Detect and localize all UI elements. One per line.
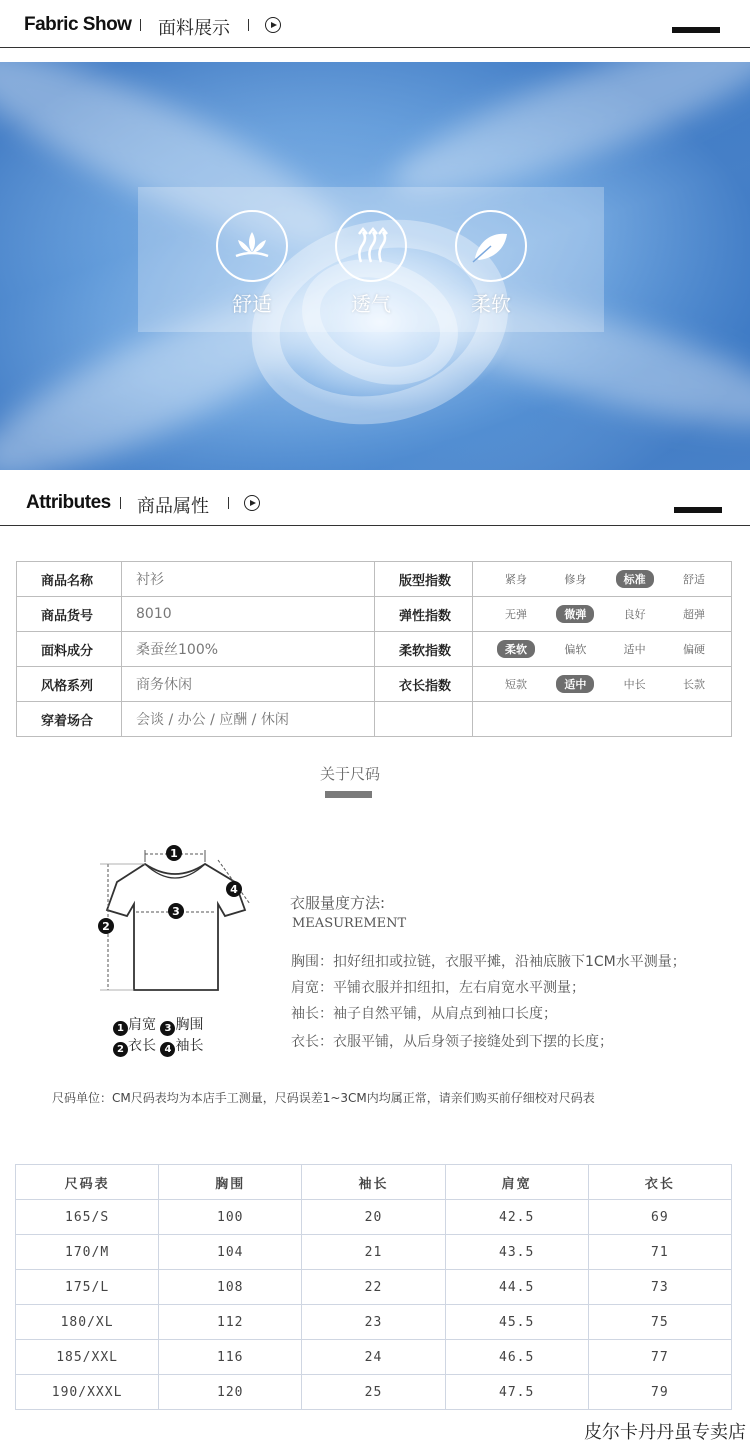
attribute-row bbox=[17, 702, 732, 737]
index-key: 版型指数 bbox=[375, 562, 473, 597]
legend-label: 袖长 bbox=[175, 1038, 204, 1054]
legend-number: 4 bbox=[160, 1042, 175, 1057]
attribute-value: 8010 bbox=[122, 597, 375, 632]
fabric-show-title-en: Fabric Show bbox=[24, 14, 132, 35]
fabric-show-header bbox=[0, 0, 750, 48]
feature-breathable bbox=[331, 210, 411, 317]
legend-label: 胸围 bbox=[175, 1017, 204, 1033]
scale-option: 适中 bbox=[623, 643, 646, 656]
feature-label: 舒适 bbox=[232, 292, 272, 316]
header-accent-bar bbox=[672, 27, 720, 33]
size-cell: 25 bbox=[302, 1375, 445, 1410]
size-cell: 165/S bbox=[16, 1200, 159, 1235]
attribute-key: 风格系列 bbox=[17, 667, 122, 702]
size-table-row bbox=[16, 1340, 732, 1375]
size-cell: 22 bbox=[302, 1270, 445, 1305]
fabric-image bbox=[0, 62, 750, 470]
size-cell: 71 bbox=[588, 1235, 731, 1270]
attribute-row bbox=[17, 562, 732, 597]
size-cell: 73 bbox=[588, 1270, 731, 1305]
size-cell: 47.5 bbox=[445, 1375, 588, 1410]
size-cell: 108 bbox=[159, 1270, 302, 1305]
index-key: 弹性指数 bbox=[375, 597, 473, 632]
size-cell: 44.5 bbox=[445, 1270, 588, 1305]
attribute-key: 商品货号 bbox=[17, 597, 122, 632]
size-cell: 45.5 bbox=[445, 1305, 588, 1340]
size-header-cell: 袖长 bbox=[302, 1165, 445, 1200]
tshirt-measurement-diagram bbox=[90, 840, 260, 1000]
header-accent-bar bbox=[674, 507, 722, 513]
size-cell: 120 bbox=[159, 1375, 302, 1410]
size-table-row bbox=[16, 1200, 732, 1235]
svg-text:3: 3 bbox=[172, 905, 180, 918]
size-cell: 170/M bbox=[16, 1235, 159, 1270]
scale-option: 中长 bbox=[623, 678, 646, 691]
index-scale bbox=[473, 702, 732, 737]
size-unit-note: 尺码单位：CM尺码表均为本店手工测量，尺码误差1~3CM内均属正常，请亲们购买前仔细校对尺码表 bbox=[52, 1091, 595, 1105]
scale-option-selected: 适中 bbox=[556, 675, 594, 693]
size-cell: 24 bbox=[302, 1340, 445, 1375]
feature-label: 透气 bbox=[351, 292, 391, 316]
measure-legend-row2 bbox=[113, 1035, 203, 1057]
index-key: 柔软指数 bbox=[375, 632, 473, 667]
attribute-value: 商务休闲 bbox=[122, 667, 375, 702]
measurement-sleeve: 袖长：袖子自然平铺，从肩点到袖口长度； bbox=[291, 1006, 557, 1022]
size-section-title: 关于尺码 bbox=[319, 765, 380, 783]
size-cell: 185/XXL bbox=[16, 1340, 159, 1375]
size-cell: 116 bbox=[159, 1340, 302, 1375]
scale-option-selected: 柔软 bbox=[497, 640, 535, 658]
size-title-underline bbox=[325, 791, 372, 798]
size-cell: 77 bbox=[588, 1340, 731, 1375]
index-key: 衣长指数 bbox=[375, 667, 473, 702]
scale-option: 长款 bbox=[682, 678, 705, 691]
size-cell: 69 bbox=[588, 1200, 731, 1235]
attribute-row bbox=[17, 667, 732, 702]
size-header-cell: 胸围 bbox=[159, 1165, 302, 1200]
size-cell: 79 bbox=[588, 1375, 731, 1410]
attribute-value: 衬衫 bbox=[122, 562, 375, 597]
cotton-flower-icon bbox=[216, 210, 288, 282]
index-scale bbox=[473, 597, 732, 632]
feather-leaf-icon bbox=[455, 210, 527, 282]
feature-label: 柔软 bbox=[471, 292, 511, 316]
size-table-row bbox=[16, 1270, 732, 1305]
legend-number: 2 bbox=[113, 1042, 128, 1057]
attributes-title-cn: 商品属性 bbox=[137, 496, 209, 517]
header-divider bbox=[248, 19, 249, 31]
legend-label: 肩宽 bbox=[128, 1017, 156, 1033]
size-cell: 190/XXXL bbox=[16, 1375, 159, 1410]
attribute-value: 桑蚕丝100% bbox=[122, 632, 375, 667]
attributes-title-en: Attributes bbox=[26, 492, 111, 513]
size-cell: 46.5 bbox=[445, 1340, 588, 1375]
attribute-key: 商品名称 bbox=[17, 562, 122, 597]
play-circle-icon bbox=[244, 495, 260, 511]
play-circle-icon bbox=[265, 17, 281, 33]
size-chart-table bbox=[15, 1164, 732, 1410]
legend-number: 3 bbox=[160, 1021, 175, 1036]
size-header-cell: 肩宽 bbox=[445, 1165, 588, 1200]
size-cell: 112 bbox=[159, 1305, 302, 1340]
size-table-row bbox=[16, 1375, 732, 1410]
feature-soft bbox=[451, 210, 531, 317]
measurement-method-en: MEASUREMENT bbox=[292, 916, 407, 931]
scale-option: 偏软 bbox=[564, 643, 587, 656]
size-cell: 23 bbox=[302, 1305, 445, 1340]
size-cell: 104 bbox=[159, 1235, 302, 1270]
size-cell: 20 bbox=[302, 1200, 445, 1235]
measure-legend-row1 bbox=[113, 1014, 203, 1036]
legend-label: 衣长 bbox=[128, 1038, 156, 1054]
size-header-cell: 尺码表 bbox=[16, 1165, 159, 1200]
legend-number: 1 bbox=[113, 1021, 128, 1036]
size-cell: 75 bbox=[588, 1305, 731, 1340]
index-scale bbox=[473, 632, 732, 667]
attribute-key: 面料成分 bbox=[17, 632, 122, 667]
measurement-chest: 胸围：扣好纽扣或拉链，衣服平摊，沿袖底腋下1CM水平测量； bbox=[291, 954, 686, 970]
attribute-row bbox=[17, 597, 732, 632]
scale-option: 紧身 bbox=[505, 573, 527, 586]
size-cell: 42.5 bbox=[445, 1200, 588, 1235]
scale-option: 良好 bbox=[623, 608, 646, 621]
header-divider bbox=[228, 497, 229, 509]
header-divider bbox=[140, 19, 141, 31]
size-table-row bbox=[16, 1305, 732, 1340]
scale-option: 超弹 bbox=[682, 608, 705, 621]
header-divider bbox=[120, 497, 121, 509]
size-cell: 100 bbox=[159, 1200, 302, 1235]
size-cell: 180/XL bbox=[16, 1305, 159, 1340]
attributes-header bbox=[0, 478, 750, 526]
fabric-show-title-cn: 面料展示 bbox=[158, 18, 230, 39]
breathable-arrows-icon bbox=[335, 210, 407, 282]
size-cell: 43.5 bbox=[445, 1235, 588, 1270]
svg-text:4: 4 bbox=[230, 883, 238, 896]
scale-option-selected: 微弹 bbox=[556, 605, 594, 623]
scale-option: 短款 bbox=[505, 678, 527, 691]
size-table-header bbox=[16, 1165, 732, 1200]
scale-option: 舒适 bbox=[682, 573, 705, 586]
size-cell: 21 bbox=[302, 1235, 445, 1270]
measurement-shoulder: 肩宽：平铺衣服并扣纽扣，左右肩宽水平测量； bbox=[291, 980, 585, 996]
measurement-method-title: 衣服量度方法: bbox=[290, 894, 386, 912]
size-cell: 175/L bbox=[16, 1270, 159, 1305]
attribute-key: 穿着场合 bbox=[17, 702, 122, 737]
attribute-row bbox=[17, 632, 732, 667]
feature-comfortable bbox=[212, 210, 292, 317]
svg-text:2: 2 bbox=[102, 920, 110, 933]
scale-option: 修身 bbox=[564, 573, 587, 586]
size-table-row bbox=[16, 1235, 732, 1270]
size-header-cell: 衣长 bbox=[588, 1165, 731, 1200]
index-scale bbox=[473, 667, 732, 702]
scale-option: 偏硬 bbox=[682, 643, 705, 656]
measurement-length: 衣长：衣服平铺，从后身领子接缝处到下摆的长度； bbox=[291, 1034, 613, 1050]
attributes-table bbox=[16, 561, 732, 737]
scale-option: 无弹 bbox=[505, 608, 527, 621]
index-key bbox=[375, 702, 473, 737]
shop-name: 皮尔卡丹丹虽专卖店 bbox=[584, 1422, 746, 1443]
scale-option-selected: 标准 bbox=[616, 570, 654, 588]
index-scale bbox=[473, 562, 732, 597]
attribute-value: 会谈 / 办公 / 应酬 / 休闲 bbox=[122, 702, 375, 737]
svg-text:1: 1 bbox=[170, 847, 178, 860]
